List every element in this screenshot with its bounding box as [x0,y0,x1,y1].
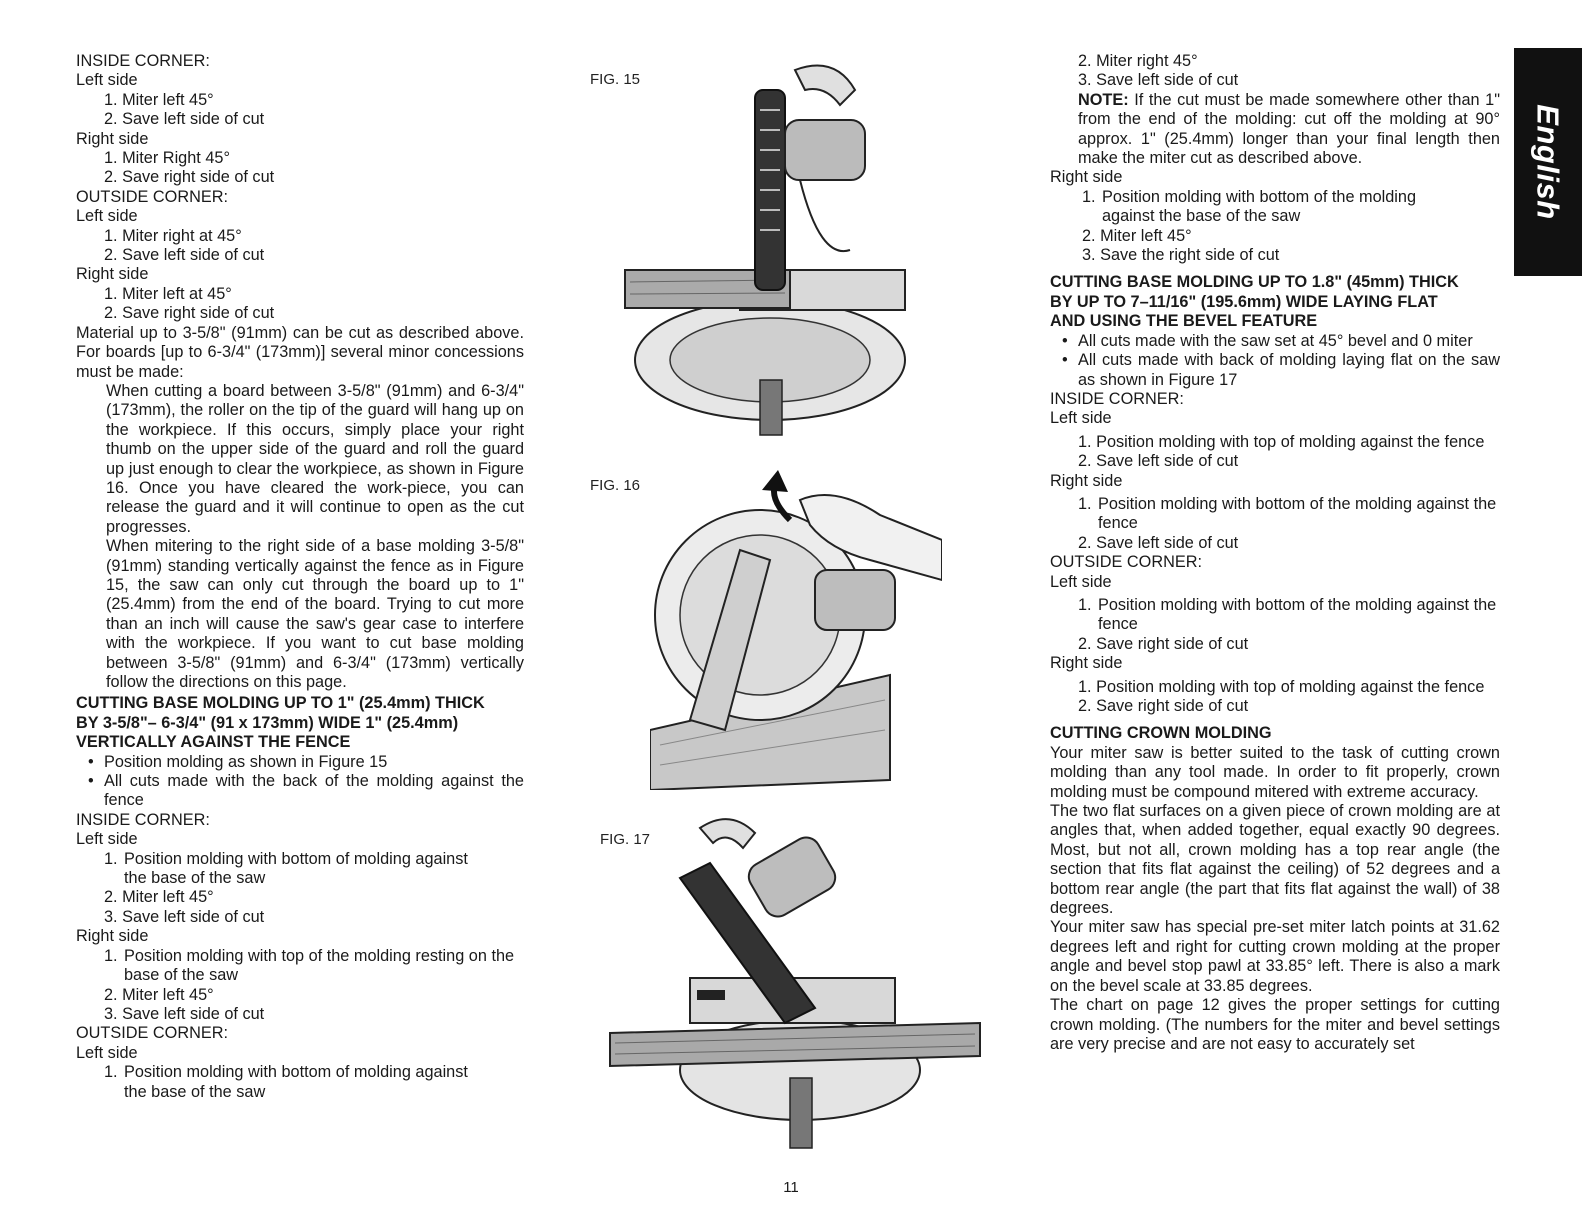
step: 3. Save the right side of cut [1082,246,1280,265]
note-paragraph [1050,91,1500,169]
step: 2. Miter left 45° [104,985,214,1004]
figure-17-bevel-flat-molding [605,808,985,1153]
paragraph-mitering: When mitering to the right side of a base molding 3-5/8" (91mm) standing vertically against the fence as in Figure 15, the saw can only cut through the board up to 1" (25.4mm) from the end of the board. Trying to cut more than an inch will cause the saw's gear case to interfere with the workpiece. If you want to cut base molding between 3-5/8" (91mm) and 6-3/4" (173mm) vertically follow the directions on this page. [106,537,524,691]
step-text: Position molding with bottom of molding against the base of the saw [124,1063,468,1101]
step-number: 1. [1078,595,1092,614]
step [76,850,524,889]
step [1050,495,1500,534]
heading-line: AND USING THE BEVEL FEATURE [1050,312,1318,331]
language-tab [1514,48,1582,276]
step-text: Position molding with top of the molding resting on the base of the saw [124,946,515,985]
step: 2. Save left side of cut [1078,533,1239,552]
step-number: 1. [1082,187,1096,206]
step-text: Position molding with bottom of the molding against the fence [1098,494,1497,533]
note-text: If the cut must be made somewhere other than 1" from the end of the molding: cut off the molding at 90° approx. 1" (25.4mm) longer than your final length then make the miter cut as described above. [1078,90,1500,168]
label-right-side: Right side [76,927,149,946]
heading-outside-corner: OUTSIDE CORNER: [1050,553,1202,572]
step: 2. Save left side of cut [104,110,265,129]
step: 2. Save right side of cut [1078,697,1249,715]
step: 1. Miter left 45° [104,90,214,109]
step: 1. Miter Right 45° [104,149,230,168]
page-number: 11 [783,1179,799,1196]
heading-outside-corner: OUTSIDE CORNER: [76,187,228,206]
label-right-side: Right side [76,129,149,148]
step: 2. Save left side of cut [1078,452,1239,471]
paragraph-crown-angles: The two flat surfaces on a given piece of crown molding are at angles that, when added together, equal exactly 90 degrees. Most, but not all, crown molding has a top rear angle (the section that fits flat against the ceiling) of 52 degrees and a bottom rear angle (the part that fits flat against the wall) of 38 degrees. [1050,802,1500,918]
step-text: Position molding with bottom of molding against the base of the saw [124,849,468,888]
step-text: Position molding with bottom of the molding against the fence [1098,595,1497,634]
label-right-side: Right side [1050,471,1123,490]
step: 1. Position molding with top of molding against the fence [1078,432,1485,451]
step [1050,188,1500,227]
heading-inside-corner: INSIDE CORNER: [76,810,210,829]
figure-16-roll-guard-up [650,470,942,790]
section-heading-crown-molding: CUTTING CROWN MOLDING [1050,724,1272,743]
bullet-item: • All cuts made with the saw set at 45° bevel and 0 miter [1050,332,1500,351]
label-left-side: Left side [1050,572,1112,591]
figure-15-miter-saw-vertical-molding [620,60,910,445]
figure-label-15: FIG. 15 [590,71,641,88]
step [76,947,524,986]
label-right-side: Right side [1050,654,1123,673]
bullet-item: • All cuts made with back of molding laying flat on the saw as shown in Figure 17 [1050,351,1500,390]
label-left-side: Left side [76,830,138,849]
step: 2. Miter right 45° [1078,52,1198,70]
step-number: 1. [104,1063,118,1082]
section-heading-base-molding-flat [1050,273,1500,331]
label-right-side: Right side [76,265,149,284]
left-column [76,52,524,1102]
step: 2. Save right side of cut [1078,634,1249,653]
step [76,1063,524,1102]
step-text: Position molding with bottom of the molding against the base of the saw [1102,187,1417,226]
paragraph-crown-latch: Your miter saw has special pre-set miter latch points at 31.62 degrees left and right for cutting crown molding at the proper angle and bevel stop pawl at 33.85° left. There is also a mark on the bevel scale at 33.85 degrees. [1050,918,1500,995]
step: 3. Save left side of cut [104,907,265,926]
bullet-item: • All cuts made with the back of the molding against the fence [76,772,524,811]
bullet-item: • Position molding as shown in Figure 15 [76,753,524,772]
step: 2. Miter left 45° [104,888,214,907]
step: 3. Save left side of cut [1078,71,1239,90]
figure-label-16: FIG. 16 [590,477,641,494]
step: 3. Save left side of cut [104,1004,265,1023]
step [1050,596,1500,635]
heading-line: CUTTING BASE MOLDING UP TO 1.8" (45mm) THICK [1050,273,1459,292]
step-number: 1. [1078,494,1092,513]
label-left-side: Left side [1050,409,1112,428]
step: 2. Save right side of cut [104,168,275,187]
heading-inside-corner: INSIDE CORNER: [1050,389,1184,408]
right-column [1050,52,1500,1054]
heading-line: CUTTING BASE MOLDING UP TO 1" (25.4mm) THICK [76,694,485,713]
paragraph-crown-chart: The chart on page 12 gives the proper settings for cutting crown molding. (The numbers for the miter and bevel settings are very precise and are not easy to accurately set [1050,996,1500,1053]
step: 1. Miter right at 45° [104,226,242,245]
heading-line: VERTICALLY AGAINST THE FENCE [76,733,351,752]
heading-outside-corner: OUTSIDE CORNER: [76,1024,228,1043]
label-left-side: Left side [76,1043,138,1062]
note-label: NOTE: [1078,90,1129,109]
paragraph-material: Material up to 3-5/8" (91mm) can be cut as described above. For boards [up to 6-3/4" (173mm)] several minor concessions must be made: [76,323,524,381]
figure-label-17: FIG. 17 [600,831,651,848]
step: 1. Miter left at 45° [104,284,232,303]
heading-inside-corner: INSIDE CORNER: [76,52,210,70]
step: 2. Save right side of cut [104,304,275,323]
paragraph-roller: When cutting a board between 3-5/8" (91mm) and 6-3/4" (173mm), the roller on the tip of the guard will hang up on the workpiece. If this occurs, simply place your right thumb on the upper side of the guard and roll the guard up just enough to clear the workpiece, as shown in Figure 16. Once you have cleared the work-piece, you can release the guard and it will continue to open as the cut progresses. [106,381,524,536]
step: 1. Position molding with top of molding against the fence [1078,677,1485,696]
heading-line: BY UP TO 7–11/16" (195.6mm) WIDE LAYING FLAT [1050,292,1438,311]
language-tab-label: English [1530,104,1566,220]
step-number: 1. [104,946,118,965]
label-left-side: Left side [76,71,138,90]
step: 2. Miter left 45° [1082,226,1192,245]
step-number: 1. [104,849,118,868]
paragraph-crown-intro: Your miter saw is better suited to the task of cutting crown molding than any tool made. In order to fit properly, crown molding must be compound mitered with extreme accuracy. [1050,743,1500,801]
label-left-side: Left side [76,207,138,226]
step: 2. Save left side of cut [104,246,265,265]
section-heading-base-molding-vertical [76,694,524,752]
label-right-side: Right side [1050,168,1123,187]
heading-line: BY 3-5/8"– 6-3/4" (91 x 173mm) WIDE 1" (25.4mm) [76,713,459,732]
